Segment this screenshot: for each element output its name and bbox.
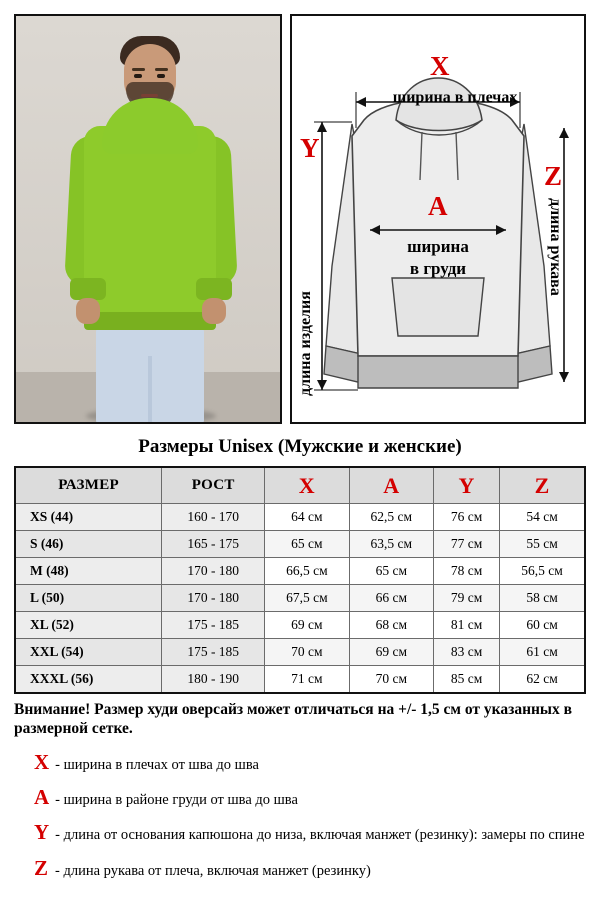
- legend-item-y: [34, 819, 586, 845]
- cell-x: 69 см: [265, 612, 349, 639]
- cell-y: 78 см: [434, 558, 500, 585]
- cell-x: 71 см: [265, 666, 349, 694]
- cell-size: XXL (54): [15, 639, 162, 666]
- cell-y: 79 см: [434, 585, 500, 612]
- cell-z: 55 см: [500, 531, 585, 558]
- cell-size: XXXL (56): [15, 666, 162, 694]
- cell-y: 81 см: [434, 612, 500, 639]
- table-row: [15, 666, 585, 694]
- th-x: X: [265, 467, 349, 504]
- cell-x: 65 см: [265, 531, 349, 558]
- table-row: [15, 531, 585, 558]
- cell-a: 63,5 см: [349, 531, 433, 558]
- label-z-text: длина рукава: [546, 198, 564, 296]
- label-z-letter: Z: [544, 161, 563, 191]
- cell-height: 165 - 175: [162, 531, 265, 558]
- th-a: A: [349, 467, 433, 504]
- cell-x: 67,5 см: [265, 585, 349, 612]
- legend-item-x: [34, 749, 586, 775]
- legend-mark-z: Z: [34, 855, 49, 880]
- cell-y: 76 см: [434, 504, 500, 531]
- size-table-wrap: [0, 466, 600, 694]
- cell-a: 66 см: [349, 585, 433, 612]
- label-x-text: ширина в плечах: [392, 89, 518, 106]
- table-row: [15, 612, 585, 639]
- label-a-text-line1: ширина: [407, 237, 469, 256]
- table-row: [15, 639, 585, 666]
- legend-mark-x: X: [34, 749, 50, 774]
- cell-z: 56,5 см: [500, 558, 585, 585]
- measurement-diagram: [290, 14, 586, 424]
- legend-item-a: [34, 784, 586, 810]
- label-y-letter: Y: [300, 133, 320, 163]
- warning-text: Внимание! Размер худи оверсайз может отличаться на +/- 1,5 см от указанных в размерной сетке.: [14, 701, 573, 737]
- cell-a: 69 см: [349, 639, 433, 666]
- cell-z: 61 см: [500, 639, 585, 666]
- table-row: [15, 558, 585, 585]
- th-height: РОСТ: [162, 467, 265, 504]
- cell-z: 58 см: [500, 585, 585, 612]
- cell-size: S (46): [15, 531, 162, 558]
- table-row: [15, 504, 585, 531]
- cell-a: 62,5 см: [349, 504, 433, 531]
- cell-a: 68 см: [349, 612, 433, 639]
- th-size: РАЗМЕР: [15, 467, 162, 504]
- size-table: [14, 466, 586, 694]
- table-row: [15, 585, 585, 612]
- legend-mark-a: A: [34, 785, 50, 810]
- cell-height: 170 - 180: [162, 558, 265, 585]
- cell-size: L (50): [15, 585, 162, 612]
- cell-height: 175 - 185: [162, 639, 265, 666]
- cell-height: 160 - 170: [162, 504, 265, 531]
- cell-size: M (48): [15, 558, 162, 585]
- legend-item-z: [34, 855, 586, 881]
- model-illustration: [16, 16, 280, 422]
- cell-x: 70 см: [265, 639, 349, 666]
- cell-a: 70 см: [349, 666, 433, 694]
- table-header-row: [15, 467, 585, 504]
- legend-text-y: - длина от основания капюшона до низа, включая манжет (резинку): замеры по спине: [55, 827, 585, 844]
- cell-z: 62 см: [500, 666, 585, 694]
- sizes-title: Размеры Unisex (Мужские и женские): [138, 436, 462, 457]
- cell-height: 175 - 185: [162, 612, 265, 639]
- cell-y: 83 см: [434, 639, 500, 666]
- cell-z: 54 см: [500, 504, 585, 531]
- legend-text-a: - ширина в районе груди от шва до шва: [55, 792, 298, 809]
- th-y: Y: [434, 467, 500, 504]
- cell-y: 77 см: [434, 531, 500, 558]
- product-photo: [14, 14, 282, 424]
- cell-size: XS (44): [15, 504, 162, 531]
- cell-z: 60 см: [500, 612, 585, 639]
- legend: [0, 739, 600, 881]
- top-images-row: [0, 0, 600, 424]
- label-a-letter: A: [428, 191, 448, 221]
- label-y-text: длина изделия: [297, 291, 314, 396]
- cell-x: 66,5 см: [265, 558, 349, 585]
- cell-y: 85 см: [434, 666, 500, 694]
- cell-x: 64 см: [265, 504, 349, 531]
- label-a-text-line2: в груди: [409, 259, 467, 278]
- th-z: Z: [500, 467, 585, 504]
- cell-height: 170 - 180: [162, 585, 265, 612]
- legend-text-x: - ширина в плечах от шва до шва: [55, 756, 259, 773]
- cell-a: 65 см: [349, 558, 433, 585]
- label-x-letter: X: [430, 51, 450, 81]
- legend-text-z: - длина рукава от плеча, включая манжет (резинку): [55, 862, 371, 879]
- legend-mark-y: Y: [34, 820, 50, 845]
- cell-size: XL (52): [15, 612, 162, 639]
- cell-height: 180 - 190: [162, 666, 265, 694]
